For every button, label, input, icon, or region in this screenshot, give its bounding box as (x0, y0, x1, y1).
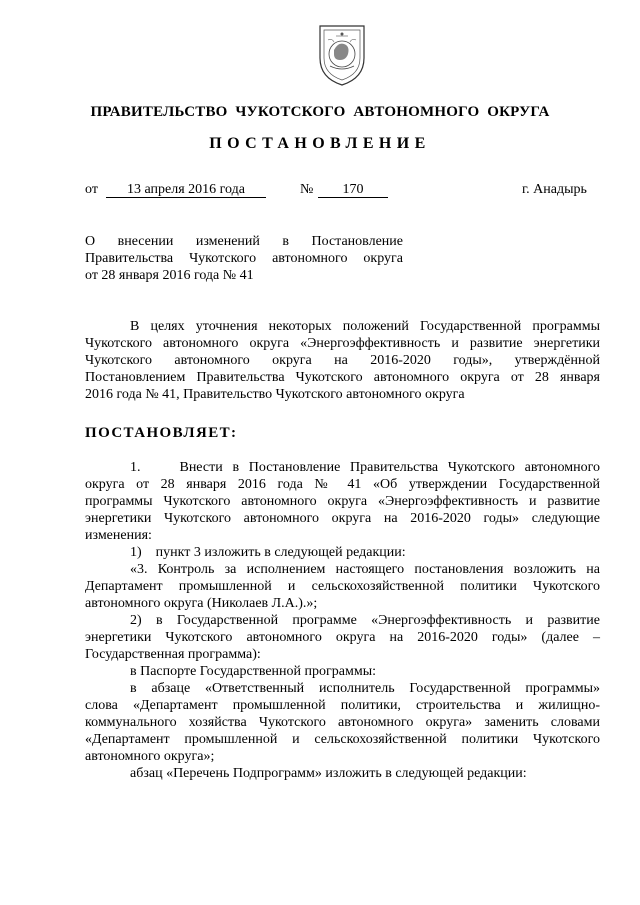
subject-line: от 28 января 2016 года № 41 (85, 268, 254, 283)
item-line: «Департамент промышленной и сельскохозяйственной политики Чукотского (85, 732, 600, 747)
preamble-line: 2016 года № 41, Правительство Чукотского автономного округа (85, 387, 465, 402)
resolution-items (85, 459, 600, 782)
item-line: Государственная программа): (85, 647, 261, 662)
document-subject (85, 233, 403, 284)
item-line: «3. Контроль за исполнением настоящего постановления возложить на (130, 562, 600, 577)
number-prefix: № (300, 182, 314, 197)
preamble-line: Постановлением Правительства Чукотского автономного округа от 28 января (85, 370, 600, 385)
preamble-line: В целях уточнения некоторых положений Государственной программы (130, 319, 600, 334)
number-field (318, 182, 388, 198)
date-prefix: от (85, 182, 98, 197)
document-date: 13 апреля 2016 года (106, 182, 266, 198)
item-line: 2) в Государственной программе «Энергоэффективность и развитие (130, 613, 600, 628)
preamble-line: Чукотского автономного округа на 2016-2020 годы», утверждённой (85, 353, 600, 368)
item-line: в абзаце «Ответственный исполнитель Государственной программы» (130, 681, 600, 696)
item-line: коммунального хозяйства Чукотского автономного округа» заменить словами (85, 715, 600, 730)
item-line: слова «Департамент промышленной политики, строительства и жилищно- (85, 698, 600, 713)
item-line: энергетики Чукотского автономного округа на 2016-2020 годы» следующие (85, 511, 600, 526)
subject-line: Правительства Чукотского автономного округа (85, 251, 403, 266)
item-line: автономного округа»; (85, 749, 215, 764)
date-field (106, 182, 266, 198)
government-title: ПРАВИТЕЛЬСТВО ЧУКОТСКОГО АВТОНОМНОГО ОКРУГА (90, 104, 550, 120)
item-line: округа от 28 января 2016 года № 41 «Об утверждении Государственной (85, 477, 600, 492)
item-line: Департамент промышленной и сельскохозяйственной политики Чукотского (85, 579, 600, 594)
document-place: г. Анадырь (522, 182, 587, 197)
document-type-title: ПОСТАНОВЛЕНИЕ (209, 135, 431, 152)
item-line: 1) пункт 3 изложить в следующей редакции: (130, 545, 406, 560)
item-line: изменения: (85, 528, 152, 543)
coat-of-arms-icon (312, 20, 372, 88)
item-line: абзац «Перечень Подпрограмм» изложить в следующей редакции: (130, 766, 527, 781)
resolves-heading: ПОСТАНОВЛЯЕТ: (85, 425, 238, 441)
document-number: 170 (318, 182, 388, 198)
item-line: 1. Внести в Постановление Правительства Чукотского автономного (130, 460, 600, 475)
preamble-line: Чукотского автономного округа «Энергоэффективность и развитие энергетики (85, 336, 600, 351)
item-line: автономного округа (Николаев Л.А.).»; (85, 596, 318, 611)
item-line: энергетики Чукотского автономного округа на 2016-2020 годы» (далее – (85, 630, 600, 645)
subject-line: О внесении изменений в Постановление (85, 234, 403, 249)
item-line: программы Чукотского автономного округа «Энергоэффективность и развитие (85, 494, 600, 509)
preamble (85, 318, 600, 403)
item-line: в Паспорте Государственной программы: (130, 664, 376, 679)
